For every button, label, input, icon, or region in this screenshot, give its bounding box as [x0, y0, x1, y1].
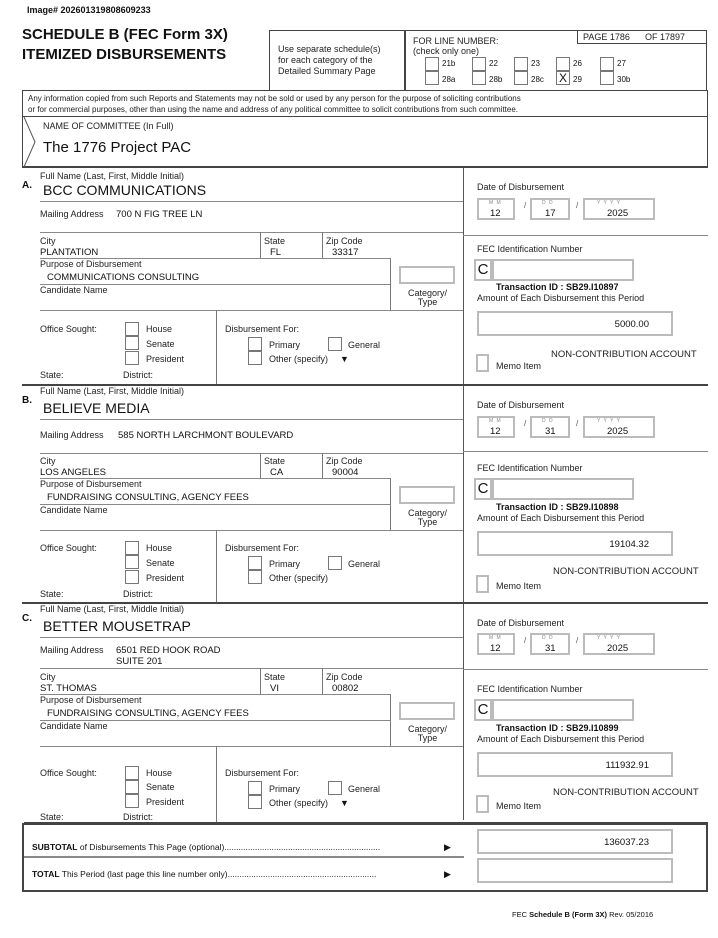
- line-28a-checkbox[interactable]: [425, 71, 439, 85]
- disclaimer-line: or for commercial purposes, other than using the name and address of any political committee to solicit contributions from such committee.: [28, 105, 519, 114]
- line-28b-label: 28b: [489, 75, 503, 84]
- purpose-label: Purpose of Disbursement: [40, 695, 142, 705]
- disbursement-for-label: Disbursement For:: [225, 768, 300, 778]
- state-label: State: [264, 236, 286, 246]
- payee-name[interactable]: BCC COMMUNICATIONS: [43, 182, 207, 198]
- memo-item-label: Memo Item: [496, 361, 542, 371]
- other-specify-label: Other (specify): [269, 798, 329, 808]
- category-type-label: Type: [417, 733, 438, 743]
- date-year: 2025: [607, 643, 629, 654]
- senate-checkbox[interactable]: [125, 780, 139, 794]
- line-26-checkbox[interactable]: [556, 57, 570, 71]
- primary-checkbox[interactable]: [248, 337, 262, 351]
- house-label: House: [146, 768, 173, 778]
- line-28c-checkbox[interactable]: [514, 71, 528, 85]
- full-name-label: Full Name (Last, First, Middle Initial): [40, 386, 185, 396]
- line-30b-label: 30b: [617, 75, 631, 84]
- date-separator: /: [524, 636, 527, 645]
- address-line1[interactable]: 6501 RED HOOK ROAD: [116, 645, 221, 656]
- date-year-field[interactable]: [583, 416, 655, 438]
- senate-checkbox[interactable]: [125, 336, 139, 350]
- account-type: NON-CONTRIBUTION ACCOUNT: [553, 566, 699, 577]
- purpose-label: Purpose of Disbursement: [40, 479, 142, 489]
- primary-checkbox[interactable]: [248, 781, 262, 795]
- entry-a: [0, 168, 718, 386]
- total-field[interactable]: [477, 858, 673, 883]
- house-checkbox[interactable]: [125, 541, 139, 555]
- amount-value: 5000.00: [614, 319, 649, 330]
- line-26-label: 26: [573, 59, 582, 68]
- state-label: State: [264, 456, 286, 466]
- fec-id-prefix: C: [474, 699, 492, 721]
- address-line2[interactable]: SUITE 201: [116, 656, 163, 667]
- committee-label: NAME OF COMMITTEE (In Full): [43, 121, 174, 131]
- account-type: NON-CONTRIBUTION ACCOUNT: [551, 349, 697, 360]
- day-hint: D D: [542, 418, 554, 424]
- footer-revision: Rev. 05/2016: [607, 910, 654, 919]
- instructions-line: Detailed Summary Page: [278, 66, 376, 76]
- right-arrow-icon: ▶: [444, 869, 451, 879]
- date-month: 12: [490, 643, 501, 654]
- month-hint: M M: [489, 635, 502, 641]
- form-subtitle: ITEMIZED DISBURSEMENTS: [22, 46, 227, 63]
- date-separator: /: [524, 201, 527, 210]
- fec-id-label: FEC Identification Number: [477, 463, 583, 473]
- date-month-field[interactable]: [477, 416, 515, 438]
- date-year: 2025: [607, 426, 629, 437]
- entry-letter: A.: [22, 180, 32, 191]
- line-number-hint: (check only one): [413, 46, 480, 56]
- purpose-value[interactable]: FUNDRAISING CONSULTING, AGENCY FEES: [47, 492, 249, 503]
- subtotal-value: 136037.23: [604, 837, 649, 848]
- committee-name: The 1776 Project PAC: [43, 139, 192, 156]
- date-day-field[interactable]: [530, 633, 570, 655]
- disclaimer-box: [22, 90, 708, 116]
- fec-id-field[interactable]: [492, 259, 634, 281]
- purpose-value[interactable]: FUNDRAISING CONSULTING, AGENCY FEES: [47, 708, 249, 719]
- image-id: Image# 202601319808609233: [27, 5, 151, 15]
- footer-form-name: Schedule B (Form 3X): [529, 910, 608, 919]
- entry-b: [0, 386, 718, 604]
- date-separator: /: [576, 201, 579, 210]
- candidate-name-label: Candidate Name: [40, 505, 108, 515]
- president-label: President: [146, 573, 185, 583]
- zip-value[interactable]: 00802: [332, 683, 359, 694]
- payee-name[interactable]: BETTER MOUSETRAP: [43, 618, 191, 634]
- memo-item-label: Memo Item: [496, 801, 542, 811]
- house-checkbox[interactable]: [125, 766, 139, 780]
- president-checkbox[interactable]: [125, 570, 139, 584]
- date-month: 12: [490, 208, 501, 219]
- zip-label: Zip Code: [326, 456, 363, 466]
- president-checkbox[interactable]: [125, 351, 139, 365]
- subtotal-text: of Disbursements This Page (optional)..................................................................: [77, 842, 381, 852]
- account-type: NON-CONTRIBUTION ACCOUNT: [553, 787, 699, 798]
- date-month-field[interactable]: [477, 198, 515, 220]
- category-type-label: Category/: [407, 508, 448, 518]
- chevron-marker-icon: [23, 117, 37, 167]
- house-checkbox[interactable]: [125, 322, 139, 336]
- page-total: OF 17897: [645, 32, 686, 42]
- general-label: General: [348, 559, 381, 569]
- zip-value[interactable]: 33317: [332, 247, 359, 258]
- line-21b-label: 21b: [442, 59, 456, 68]
- line-30b-checkbox[interactable]: [600, 71, 614, 85]
- month-hint: M M: [489, 200, 502, 206]
- category-type-box[interactable]: [399, 486, 455, 504]
- line-22-label: 22: [489, 59, 498, 68]
- office-sought-label: Office Sought:: [40, 768, 97, 778]
- fec-id-prefix: C: [474, 259, 492, 281]
- office-state-label: State:: [40, 589, 64, 599]
- year-hint: Y Y Y Y: [597, 418, 621, 424]
- year-hint: Y Y Y Y: [597, 200, 621, 206]
- line-28b-checkbox[interactable]: [472, 71, 486, 85]
- line-number-label: FOR LINE NUMBER:: [413, 36, 499, 46]
- president-checkbox[interactable]: [125, 794, 139, 808]
- down-triangle-icon: ▼: [340, 798, 349, 808]
- senate-label: Senate: [146, 782, 175, 792]
- president-label: President: [146, 797, 185, 807]
- line-23-label: 23: [531, 59, 540, 68]
- amount-value: 19104.32: [609, 539, 649, 550]
- entry-letter: C.: [22, 613, 32, 624]
- general-label: General: [348, 784, 381, 794]
- date-day: 31: [545, 426, 556, 437]
- line-27-label: 27: [617, 59, 626, 68]
- senate-label: Senate: [146, 339, 175, 349]
- line-28c-label: 28c: [531, 75, 544, 84]
- city-label: City: [40, 456, 56, 466]
- fec-id-label: FEC Identification Number: [477, 684, 583, 694]
- date-year-field[interactable]: [583, 633, 655, 655]
- primary-label: Primary: [269, 784, 300, 794]
- general-checkbox[interactable]: [328, 337, 342, 351]
- office-sought-label: Office Sought:: [40, 324, 97, 334]
- general-label: General: [348, 340, 381, 350]
- category-type-box[interactable]: [399, 266, 455, 284]
- house-label: House: [146, 324, 173, 334]
- office-state-label: State:: [40, 370, 64, 380]
- other-specify-label: Other (specify): [269, 573, 329, 583]
- subtotal-label: [32, 842, 442, 852]
- other-checkbox[interactable]: [248, 351, 262, 365]
- amount-field[interactable]: [477, 752, 673, 777]
- disbursement-for-label: Disbursement For:: [225, 543, 300, 553]
- amount-field[interactable]: [477, 531, 673, 556]
- entry-letter: B.: [22, 395, 32, 406]
- line-29-checkbox[interactable]: X: [556, 71, 570, 85]
- office-sought-label: Office Sought:: [40, 543, 97, 553]
- general-checkbox[interactable]: [328, 556, 342, 570]
- right-arrow-icon: ▶: [444, 842, 451, 852]
- address-line1[interactable]: 585 NORTH LARCHMONT BOULEVARD: [118, 430, 294, 441]
- mailing-address-label: Mailing Address: [40, 209, 104, 219]
- fec-id-field[interactable]: [492, 699, 634, 721]
- total-text: This Period (last page this line number only)...............................................................: [59, 869, 377, 879]
- fec-id-label: FEC Identification Number: [477, 244, 583, 254]
- disclaimer-line: Any information copied from such Reports and Statements may not be sold or used by any person for the purpose of soliciting contributions: [28, 94, 521, 103]
- address-line1[interactable]: 700 N FIG TREE LN: [116, 209, 203, 220]
- full-name-label: Full Name (Last, First, Middle Initial): [40, 171, 185, 181]
- candidate-name-label: Candidate Name: [40, 721, 108, 731]
- memo-item-checkbox[interactable]: [476, 354, 489, 372]
- date-day: 17: [545, 208, 556, 219]
- line-28a-label: 28a: [442, 75, 456, 84]
- date-month: 12: [490, 426, 501, 437]
- amount-label: Amount of Each Disbursement this Period: [477, 293, 645, 303]
- date-separator: /: [524, 419, 527, 428]
- instructions-box: [269, 30, 405, 90]
- state-value[interactable]: VI: [270, 683, 279, 694]
- down-triangle-icon: ▼: [340, 354, 349, 364]
- category-type-label: Type: [417, 297, 438, 307]
- page-number: PAGE 1786: [583, 32, 630, 42]
- primary-label: Primary: [269, 340, 300, 350]
- city-value[interactable]: ST. THOMAS: [40, 683, 97, 694]
- instructions-line: for each category of the: [278, 55, 373, 65]
- line-22-checkbox[interactable]: [472, 57, 486, 71]
- date-label: Date of Disbursement: [477, 618, 565, 628]
- district-label: District:: [123, 370, 153, 380]
- full-name-label: Full Name (Last, First, Middle Initial): [40, 604, 185, 614]
- zip-label: Zip Code: [326, 672, 363, 682]
- house-label: House: [146, 543, 173, 553]
- date-separator: /: [576, 636, 579, 645]
- payee-name[interactable]: BELIEVE MEDIA: [43, 400, 150, 416]
- fec-id-prefix: C: [474, 478, 492, 500]
- date-label: Date of Disbursement: [477, 182, 565, 192]
- zip-value[interactable]: 90004: [332, 467, 359, 478]
- primary-checkbox[interactable]: [248, 556, 262, 570]
- city-label: City: [40, 236, 56, 246]
- date-year-field[interactable]: [583, 198, 655, 220]
- senate-checkbox[interactable]: [125, 555, 139, 569]
- memo-item-checkbox[interactable]: [476, 575, 489, 593]
- line-27-checkbox[interactable]: [600, 57, 614, 71]
- line-29-label: 29: [573, 75, 582, 84]
- transaction-id: Transaction ID : SB29.I10899: [496, 723, 619, 733]
- entry-c: [0, 604, 718, 822]
- year-hint: Y Y Y Y: [597, 635, 621, 641]
- district-label: District:: [123, 589, 153, 599]
- transaction-id: Transaction ID : SB29.I10897: [496, 282, 619, 292]
- category-type-label: Category/: [407, 724, 448, 734]
- amount-label: Amount of Each Disbursement this Period: [477, 513, 645, 523]
- date-label: Date of Disbursement: [477, 400, 565, 410]
- other-specify-label: Other (specify): [269, 354, 329, 364]
- transaction-id: Transaction ID : SB29.I10898: [496, 502, 619, 512]
- office-state-label: State:: [40, 812, 64, 822]
- category-type-label: Category/: [407, 288, 448, 298]
- day-hint: D D: [542, 635, 554, 641]
- date-year: 2025: [607, 208, 629, 219]
- month-hint: M M: [489, 418, 502, 424]
- state-value[interactable]: CA: [270, 467, 284, 478]
- city-label: City: [40, 672, 56, 682]
- day-hint: D D: [542, 200, 554, 206]
- disbursement-for-label: Disbursement For:: [225, 324, 300, 334]
- purpose-value[interactable]: COMMUNICATIONS CONSULTING: [47, 272, 200, 283]
- form-title: SCHEDULE B (FEC Form 3X): [22, 26, 228, 43]
- category-type-label: Type: [417, 517, 438, 527]
- state-label: State: [264, 672, 286, 682]
- district-label: District:: [123, 812, 153, 822]
- zip-label: Zip Code: [326, 236, 363, 246]
- city-value[interactable]: PLANTATION: [40, 247, 99, 258]
- amount-label: Amount of Each Disbursement this Period: [477, 734, 645, 744]
- date-day-field[interactable]: [530, 198, 570, 220]
- date-day-field[interactable]: [530, 416, 570, 438]
- total-bold: TOTAL: [32, 869, 60, 879]
- city-value[interactable]: LOS ANGELES: [40, 467, 107, 478]
- other-checkbox[interactable]: [248, 795, 262, 809]
- subtotal-field[interactable]: [477, 829, 673, 854]
- primary-label: Primary: [269, 559, 300, 569]
- date-day: 31: [545, 643, 556, 654]
- mailing-address-label: Mailing Address: [40, 430, 104, 440]
- date-month-field[interactable]: [477, 633, 515, 655]
- instructions-line: Use separate schedule(s): [278, 44, 381, 54]
- category-type-box[interactable]: [399, 702, 455, 720]
- state-value[interactable]: FL: [270, 247, 282, 258]
- line-23-checkbox[interactable]: [514, 57, 528, 71]
- president-label: President: [146, 354, 185, 364]
- mailing-address-label: Mailing Address: [40, 645, 104, 655]
- purpose-label: Purpose of Disbursement: [40, 259, 142, 269]
- form-footer: [512, 910, 653, 919]
- footer-prefix: FEC: [512, 910, 530, 919]
- page-number-box: [577, 30, 707, 44]
- memo-item-label: Memo Item: [496, 581, 542, 591]
- senate-label: Senate: [146, 558, 175, 568]
- amount-field[interactable]: [477, 311, 673, 336]
- memo-item-checkbox[interactable]: [476, 795, 489, 813]
- date-separator: /: [576, 419, 579, 428]
- line-21b-checkbox[interactable]: [425, 57, 439, 71]
- candidate-name-label: Candidate Name: [40, 285, 108, 295]
- fec-id-field[interactable]: [492, 478, 634, 500]
- subtotal-bold: SUBTOTAL: [32, 842, 78, 852]
- general-checkbox[interactable]: [328, 781, 342, 795]
- other-checkbox[interactable]: [248, 570, 262, 584]
- amount-value: 111932.91: [605, 760, 649, 771]
- total-label: [32, 869, 442, 879]
